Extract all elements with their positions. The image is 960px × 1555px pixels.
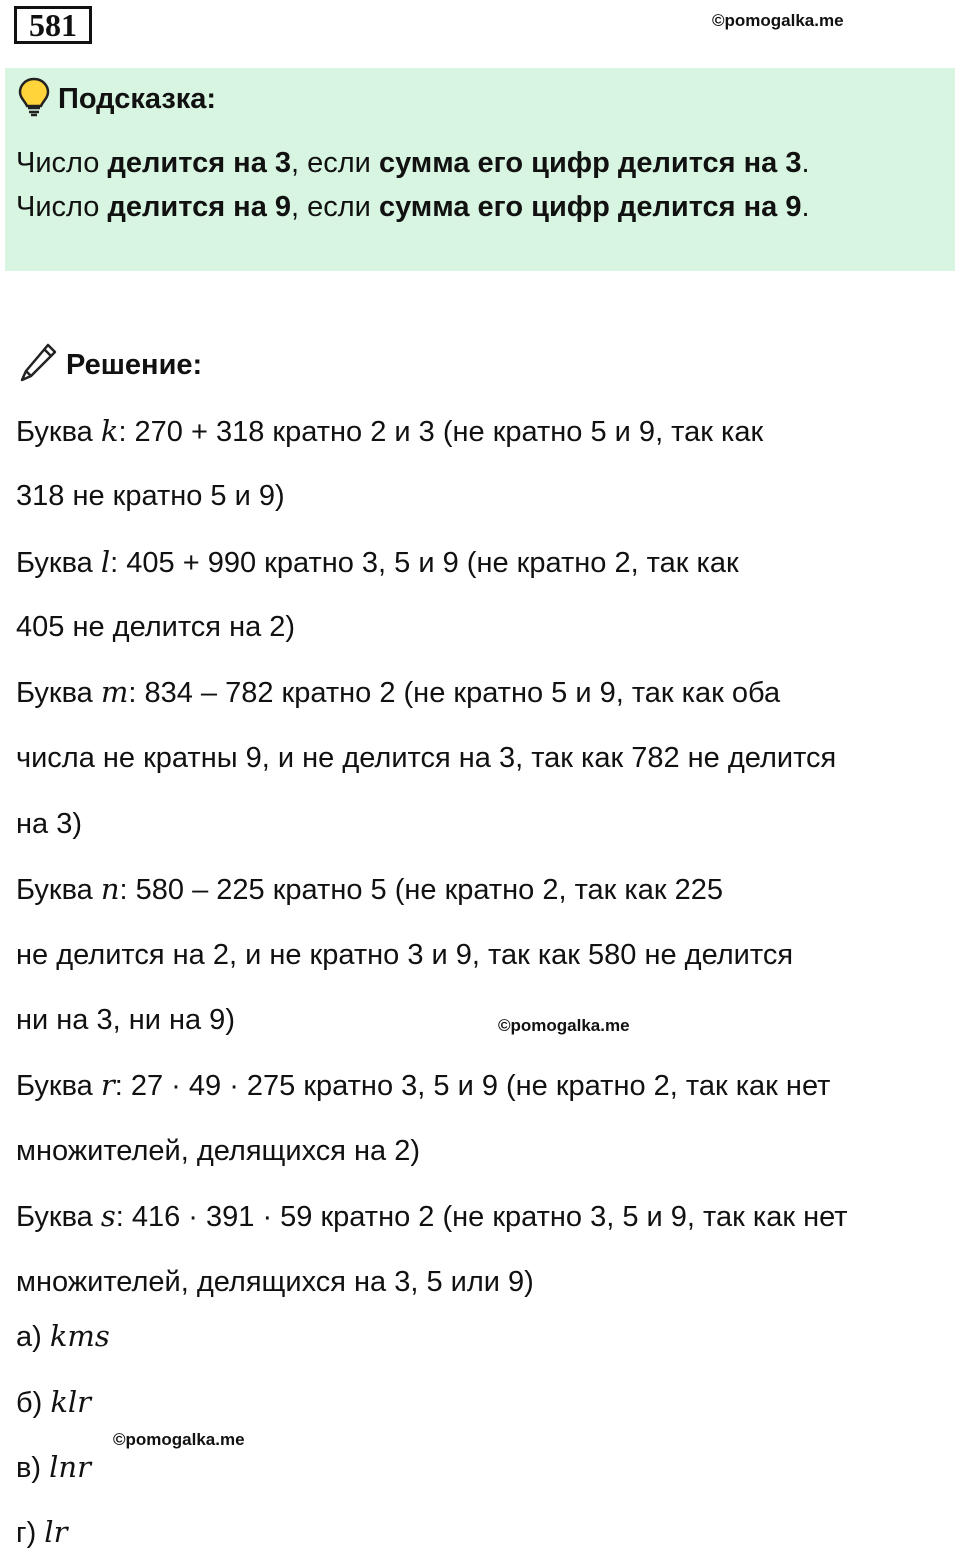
solution-item-r-cont: множителей, делящихся на 2) <box>16 1135 421 1167</box>
solution-item-n-cont-1: не делится на 2, и не кратно 3 и 9, так как 580 не делится <box>16 939 794 971</box>
pencil-icon <box>18 342 58 389</box>
hint-line-2: Число делится на 9, если сумма его цифр делится на 9. <box>16 191 810 223</box>
solution-heading <box>18 342 202 389</box>
hint-title: Подсказка: <box>58 83 217 115</box>
solution-title: Решение: <box>66 349 203 381</box>
solution-item-s: Буква s: 416 · 391 · 59 кратно 2 (не кратно 3, 5 и 9, так как нет <box>16 1199 848 1233</box>
solution-item-r: Буква r: 27 · 49 · 275 кратно 3, 5 и 9 (не кратно 2, так как нет <box>16 1068 831 1102</box>
solution-item-s-cont: множителей, делящихся на 3, 5 или 9) <box>16 1266 534 1298</box>
watermark-middle: ©pomogalka.me <box>498 1016 630 1035</box>
answer-d: г) lr <box>16 1515 68 1549</box>
answer-c: в) lnr <box>16 1450 91 1484</box>
answer-a: а) kms <box>16 1319 110 1353</box>
task-number: 581 <box>14 6 92 44</box>
solution-item-k: Буква k: 270 + 318 кратно 2 и 3 (не кратно 5 и 9, так как <box>16 414 764 448</box>
solution-item-l-cont: 405 не делится на 2) <box>16 611 296 643</box>
solution-item-m-cont-1: числа не кратны 9, и не делится на 3, так как 782 не делится <box>16 742 837 774</box>
hint-line-1: Число делится на 3, если сумма его цифр делится на 3. <box>16 147 810 179</box>
solution-item-n: Буква n: 580 – 225 кратно 5 (не кратно 2, так как 225 <box>16 872 724 906</box>
solution-item-l: Буква l: 405 + 990 кратно 3, 5 и 9 (не кратно 2, так как <box>16 545 739 579</box>
lightbulb-icon <box>18 77 50 122</box>
solution-item-m: Буква m: 834 – 782 кратно 2 (не кратно 5 и 9, так как оба <box>16 675 781 709</box>
watermark-bottom: ©pomogalka.me <box>113 1430 245 1449</box>
answer-b: б) klr <box>16 1385 92 1419</box>
solution-item-m-cont-2: на 3) <box>16 808 82 840</box>
hint-heading <box>18 77 216 122</box>
solution-item-n-cont-2: ни на 3, ни на 9) <box>16 1004 235 1036</box>
solution-item-k-cont: 318 не кратно 5 и 9) <box>16 480 285 512</box>
watermark-top: ©pomogalka.me <box>712 11 844 30</box>
